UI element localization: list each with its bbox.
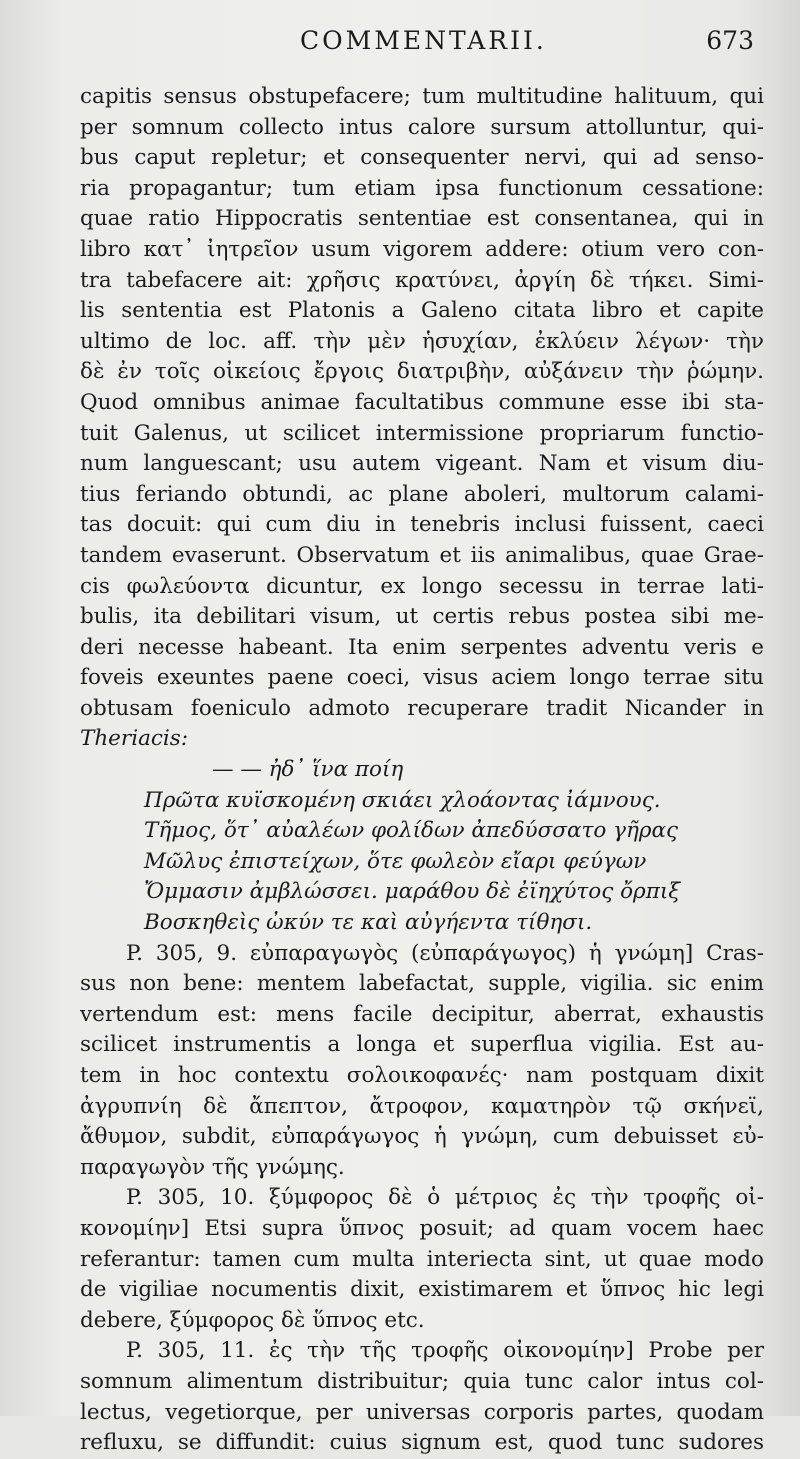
text-line: P. 305, 9. εὐπαραγωγὸς (εὐπαράγωγος) ἡ γνώμη] Cras- [126, 940, 764, 966]
text-line: Theriacis: [80, 726, 189, 752]
text-line: libro κατ᾽ ἰητρεῖον usum vigorem addere: otium vero con- [80, 236, 764, 262]
text-line: tas docuit: qui cum diu in tenebris inclusi fuissent, caeci [80, 512, 764, 538]
text-line: refluxu, se diffundit: cuius signum est, quod tunc sudores [80, 1430, 764, 1456]
commentary-text [80, 82, 764, 1459]
running-head: COMMENTARII. [300, 26, 547, 55]
text-line: somnum alimentum distribuitur; quia tunc calor intus col- [80, 1368, 764, 1394]
verse-line: Πρῶτα κυϊσκομένη σκιάει χλοάοντας ἰάμνους. [144, 787, 661, 813]
text-line: ultimo de loc. aff. τὴν μὲν ἡσυχίαν, ἐκλύειν λέγων· τὴν [80, 328, 764, 354]
page-number: 673 [706, 26, 754, 55]
text-line: lis sententia est Platonis a Galeno citata libro et capite [80, 298, 764, 324]
verse-line: Ὄμμασιν ἀμβλώσσει. μαράθου δὲ ἐϊηχύτος ὄρπιξ [144, 879, 681, 905]
text-line: Quod omnibus animae facultatibus commune esse ibi sta- [80, 389, 764, 415]
text-line: παραγωγὸν τῆς γνώμης. [80, 1154, 345, 1180]
text-line: tuit Galenus, ut scilicet intermissione propriarum functio- [80, 420, 764, 446]
text-line: δὲ ἐν τοῖς οἰκείοις ἔργοις διατριβὴν, αὐξάνειν τὴν ῥώμην. [80, 359, 764, 385]
text-line: bulis, ita debilitari visum, ut certis rebus postea sibi me- [80, 604, 764, 630]
text-line: tra tabefacere ait: χρῆσις κρατύνει, ἀργίη δὲ τήκει. Simi- [80, 267, 764, 293]
text-line: ria propagantur; tum etiam ipsa functionum cessatione: [80, 175, 764, 201]
text-line: tius feriando obtundi, ac plane aboleri, multorum calami- [80, 481, 764, 507]
text-line: tem in hoc contextu σολοικοφανές· nam postquam dixit [80, 1063, 764, 1088]
verse-line: Τῆμος, ὅτ᾽ αὐαλέων φολίδων ἀπεδύσσατο γῆρας [144, 818, 679, 844]
text-line: referantur: tamen cum multa interiecta sint, ut quae modo [80, 1246, 764, 1272]
verse-line: Βοσκηθεὶς ὠκύν τε καὶ αὐγήεντα τίθησι. [144, 910, 593, 936]
text-line: scilicet instrumentis a longa et superflua vigilia. Est au- [80, 1032, 764, 1058]
text-line: capitis sensus obstupefacere; tum multitudine halituum, qui [80, 84, 764, 109]
page-header [90, 26, 758, 66]
text-line: foveis exeuntes paene coeci, visus aciem longo terrae situ [80, 665, 764, 691]
text-line: cis φωλεύοντα dicuntur, ex longo secessu in terrae lati- [80, 573, 764, 599]
text-line: lectus, vegetiorque, per universas corporis partes, quodam [80, 1399, 764, 1425]
text-line: tandem evaserunt. Observatum et iis animalibus, quae Grae- [80, 542, 764, 568]
text-line: sus non bene: mentem labefactat, supple, vigilia. sic enim [80, 971, 764, 997]
text-line: per somnum collecto intus calore sursum attolluntur, qui- [80, 114, 764, 140]
text-line: obtusam foeniculo admoto recuperare tradit Nicander in [80, 695, 764, 721]
text-line: num languescant; usu autem vigeant. Nam et visum diu- [80, 451, 764, 477]
verse-line: — — ἠδ᾽ ἵνα ποίη [212, 757, 404, 783]
text-line: P. 305, 10. ξύμφορος δὲ ὁ μέτριος ἐς τὴν τροφῆς οἰ- [126, 1185, 764, 1211]
text-line: vertendum est: mens facile decipitur, aberrat, exhaustis [80, 1001, 764, 1027]
text-line: quae ratio Hippocratis sententiae est consentanea, qui in [80, 206, 764, 232]
text-line: ἄθυμον, subdit, εὐπαράγωγος ἡ γνώμη, cum debuisset εὐ- [80, 1124, 764, 1150]
text-line: P. 305, 11. ἐς τὴν τῆς τροφῆς οἰκονομίην] Probe per [126, 1338, 764, 1364]
text-line: ἀγρυπνίη δὲ ἄπεπτον, ἄτροφον, καματηρὸν τῷ σκήνεϊ, [80, 1093, 764, 1119]
text-line: de vigiliae nocumentis dixit, existimarem et ὕπνος hic legi [80, 1277, 764, 1303]
text-line: κονομίην] Etsi supra ὕπνος posuit; ad quam vocem haec [80, 1215, 764, 1241]
text-line: deri necesse habeant. Ita enim serpentes adventu veris e [80, 634, 764, 660]
text-line: debere, ξύμφορος δὲ ὕπνος etc. [80, 1307, 425, 1333]
text-line: bus caput repletur; et consequenter nervi, qui ad senso- [80, 145, 764, 171]
verse-line: Μῶλυς ἐπιστείχων, ὅτε φωλεὸν εἴαρι φεύγων [144, 848, 647, 874]
